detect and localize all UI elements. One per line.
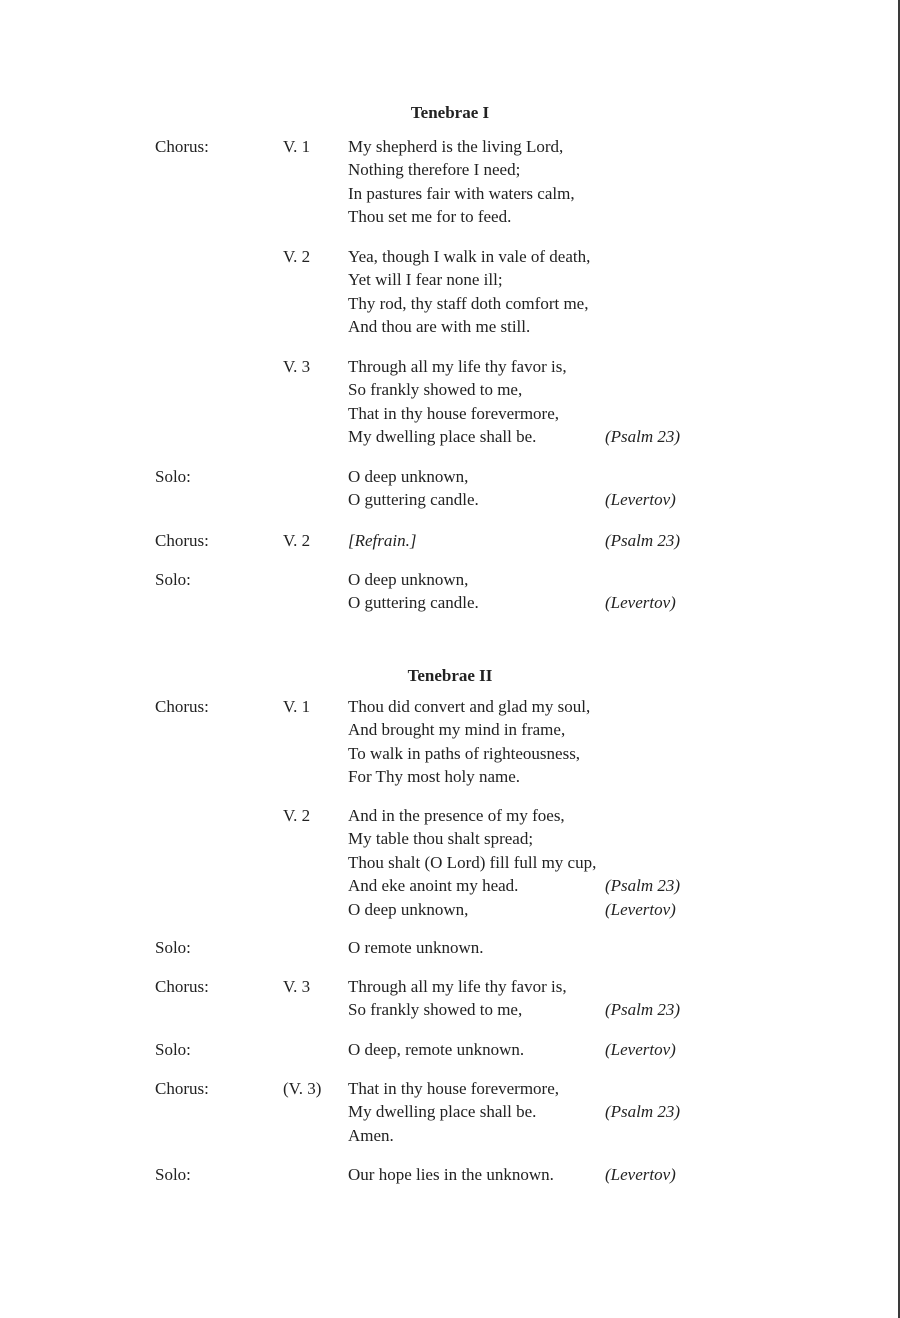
lyric-lines — [348, 804, 596, 921]
verse-number: V. 3 — [283, 977, 311, 996]
lyric-lines — [348, 936, 484, 959]
lyric-lines — [348, 695, 590, 789]
lyric-line: And brought my mind in frame, — [348, 720, 566, 740]
lyric-lines — [348, 1077, 559, 1147]
lyric-line: O deep unknown, — [348, 899, 469, 919]
lyric-line: For Thy most holy name. — [348, 767, 521, 787]
lyric-line: And in the presence of my foes, — [348, 806, 565, 825]
lyric-line: And eke anoint my head. — [348, 876, 519, 896]
speaker-label: Chorus: — [155, 697, 209, 716]
source-citation: (Psalm 23) — [605, 1102, 681, 1122]
lyric-lines — [348, 1038, 524, 1061]
verse-block — [0, 529, 900, 552]
speaker-label: Solo: — [155, 938, 191, 957]
speaker-label: Chorus: — [155, 1079, 209, 1098]
source-citation: (Levertov) — [605, 490, 676, 510]
verse-block — [0, 1077, 900, 1147]
lyric-line: O deep unknown, — [348, 467, 469, 486]
lyric-lines — [348, 975, 567, 1022]
verse-block — [0, 695, 900, 789]
verse-block — [0, 355, 900, 449]
verse-block — [0, 465, 900, 512]
lyric-line: To walk in paths of righteousness, — [348, 743, 581, 763]
verse-block — [0, 1163, 900, 1186]
lyric-line: Thou shalt (O Lord) fill full my cup, — [348, 852, 597, 872]
verse-block — [0, 245, 900, 339]
verse-block — [0, 568, 900, 615]
source-citation: (Levertov) — [605, 1165, 676, 1184]
lyric-line: Thy rod, thy staff doth comfort me, — [348, 293, 589, 313]
verse-block — [0, 936, 900, 959]
speaker-label: Chorus: — [155, 531, 209, 550]
lyric-line: Nothing therefore I need; — [348, 160, 521, 180]
verse-block — [0, 804, 900, 921]
verse-block — [0, 135, 900, 229]
lyric-line: My shepherd is the living Lord, — [348, 137, 564, 156]
verse-block — [0, 1038, 900, 1061]
lyric-line: So frankly showed to me, — [348, 380, 523, 400]
lyric-line: My dwelling place shall be. — [348, 1102, 537, 1122]
lyric-line: O deep, remote unknown. — [348, 1040, 525, 1059]
speaker-label: Chorus: — [155, 137, 209, 156]
lyric-line: And thou are with me still. — [348, 317, 531, 337]
lyric-line: [Refrain.] — [348, 531, 417, 550]
section-title: Tenebrae II — [407, 666, 493, 685]
verse-block — [0, 975, 900, 1022]
lyric-line: Through all my life thy favor is, — [348, 977, 567, 996]
source-citation: (Psalm 23) — [605, 531, 681, 550]
lyric-line: O guttering candle. — [348, 593, 479, 613]
lyric-lines — [348, 355, 567, 449]
speaker-label: Solo: — [155, 467, 191, 486]
verse-number: V. 2 — [283, 247, 311, 266]
verse-number: V. 1 — [283, 137, 311, 156]
lyric-line: My table thou shalt spread; — [348, 829, 534, 849]
lyric-line: So frankly showed to me, — [348, 1000, 523, 1020]
lyric-line: O guttering candle. — [348, 490, 479, 510]
lyric-line: In pastures fair with waters calm, — [348, 183, 575, 203]
source-citation: (Levertov) — [605, 593, 676, 613]
lyric-lines — [348, 1163, 554, 1186]
lyric-line: Our hope lies in the unknown. — [348, 1165, 554, 1184]
lyric-line: Thou set me for to feed. — [348, 207, 512, 227]
speaker-label: Chorus: — [155, 977, 209, 996]
section-title: Tenebrae I — [410, 103, 490, 122]
lyric-line: Through all my life thy favor is, — [348, 357, 567, 376]
verse-number: V. 1 — [283, 697, 311, 716]
verse-number: V. 2 — [283, 531, 311, 550]
source-citation: (Levertov) — [605, 899, 676, 919]
lyric-lines — [348, 245, 590, 339]
lyric-lines — [348, 135, 575, 229]
lyric-line: O remote unknown. — [348, 938, 484, 957]
speaker-label: Solo: — [155, 1165, 191, 1184]
verse-number: V. 2 — [283, 806, 311, 825]
lyric-lines — [348, 465, 479, 512]
lyric-line: Amen. — [348, 1125, 394, 1145]
lyric-lines — [348, 568, 479, 615]
lyric-line: Thou did convert and glad my soul, — [348, 697, 591, 716]
source-citation: (Psalm 23) — [605, 1000, 681, 1020]
speaker-label: Solo: — [155, 1040, 191, 1059]
lyric-line: O deep unknown, — [348, 570, 469, 589]
lyric-lines — [348, 529, 416, 552]
speaker-label: Solo: — [155, 570, 191, 589]
source-citation: (Psalm 23) — [605, 427, 681, 447]
lyric-line: Yet will I fear none ill; — [348, 270, 503, 290]
lyric-line: That in thy house forevermore, — [348, 403, 560, 423]
lyric-line: That in thy house forevermore, — [348, 1079, 560, 1098]
lyric-line: Yea, though I walk in vale of death, — [348, 247, 591, 266]
source-citation: (Psalm 23) — [605, 876, 681, 896]
verse-number: (V. 3) — [283, 1079, 322, 1098]
lyric-line: My dwelling place shall be. — [348, 427, 537, 447]
source-citation: (Levertov) — [605, 1040, 676, 1059]
verse-number: V. 3 — [283, 357, 311, 376]
